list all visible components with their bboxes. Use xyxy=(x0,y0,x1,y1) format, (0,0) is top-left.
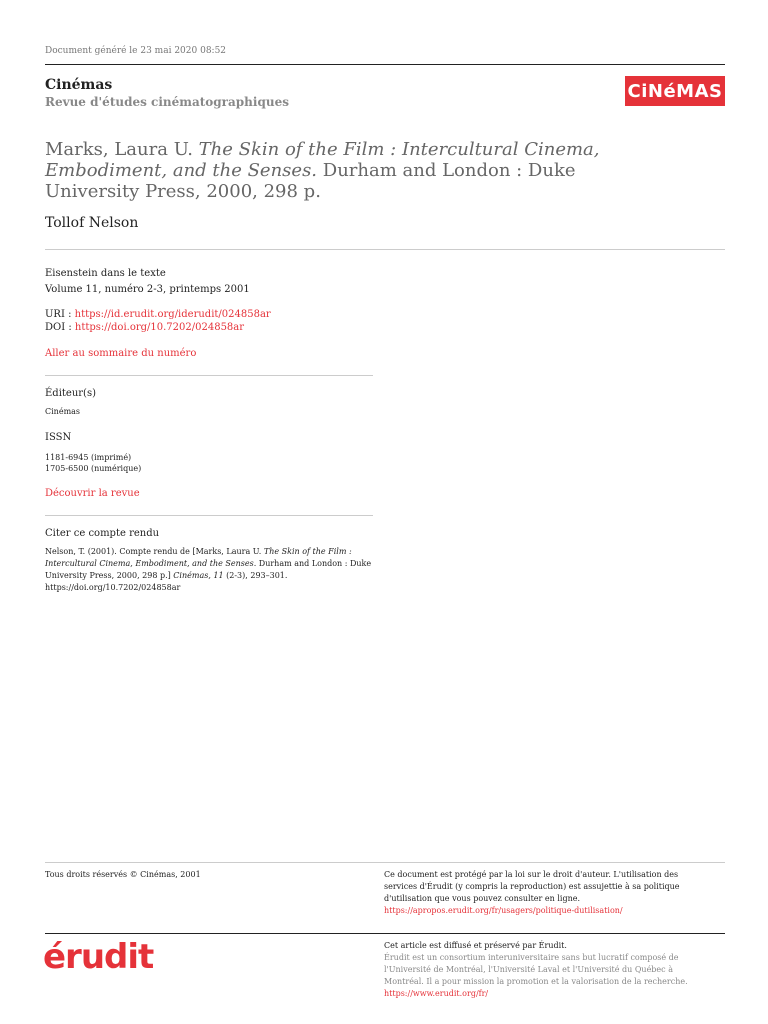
cite-part3: (2-3), 293–301. xyxy=(223,571,288,580)
divider xyxy=(45,933,725,934)
issn-heading: ISSN xyxy=(45,432,72,443)
divider xyxy=(45,249,725,250)
legal-notice xyxy=(384,869,704,917)
journal-name: Cinémas xyxy=(45,77,113,93)
about-erudit xyxy=(384,940,704,1000)
issn-print: 1181-6945 (imprimé) xyxy=(45,453,132,462)
review-title xyxy=(45,139,605,202)
divider xyxy=(45,862,725,863)
reviewer-name: Tollof Nelson xyxy=(45,215,139,231)
cite-doi[interactable]: https://doi.org/10.7202/024858ar xyxy=(45,583,181,592)
decouvrir-link[interactable]: Découvrir la revue xyxy=(45,488,140,499)
cite-part1: Nelson, T. (2001). Compte rendu de [Marks, Laura U. xyxy=(45,547,264,556)
uri-link[interactable]: https://id.erudit.org/iderudit/024858ar xyxy=(74,309,271,320)
generated-date: Document généré le 23 mai 2020 08:52 xyxy=(45,46,227,56)
divider xyxy=(45,515,373,516)
issn-values xyxy=(45,452,141,474)
identifiers xyxy=(45,308,271,334)
cite-book: The Skin of the Film : Intercultural Cinema, Embodiment, and the Senses. xyxy=(45,547,352,568)
doi-label: DOI : xyxy=(45,322,72,333)
issue-volume: Volume 11, numéro 2-3, printemps 2001 xyxy=(45,284,250,295)
publisher-heading: Éditeur(s) xyxy=(45,388,96,399)
title-book: The Skin of the Film : Intercultural Cinema, Embodiment, and the Senses. xyxy=(45,139,600,181)
copyright: Tous droits réservés © Cinémas, 2001 xyxy=(45,870,201,879)
cinemas-logo[interactable]: CiNéMAS xyxy=(625,76,725,106)
divider xyxy=(45,64,725,65)
sommaire-link[interactable]: Aller au sommaire du numéro xyxy=(45,348,197,359)
title-author: Marks, Laura U. xyxy=(45,139,193,160)
cite-journal: Cinémas, 11 xyxy=(173,571,224,580)
title-publication: Durham and London : Duke University Press, 2000, 298 p. xyxy=(45,160,576,202)
about-text: Érudit est un consortium interuniversitaire sans but lucratif composé de l'Université de Montréal, l'Université Laval et l'Université du Québec à Montréal. Il a pour mission la promotion et la valorisation de la recherche. xyxy=(384,953,688,986)
about-title: Cet article est diffusé et préservé par Érudit. xyxy=(384,941,567,950)
journal-subtitle: Revue d'études cinématographiques xyxy=(45,95,289,109)
legal-link[interactable]: https://apropos.erudit.org/fr/usagers/politique-dutilisation/ xyxy=(384,906,623,915)
publisher-name: Cinémas xyxy=(45,407,81,416)
about-link[interactable]: https://www.erudit.org/fr/ xyxy=(384,989,489,998)
issue-theme: Eisenstein dans le texte xyxy=(45,268,166,279)
issue-info xyxy=(45,266,250,298)
uri-label: URI : xyxy=(45,309,72,320)
cite-part2: Durham and London : Duke University Press, 2000, 298 p.] xyxy=(45,559,372,580)
cite-heading: Citer ce compte rendu xyxy=(45,528,160,539)
erudit-logo[interactable]: érudit xyxy=(43,937,154,977)
citation xyxy=(45,546,380,594)
legal-text: Ce document est protégé par la loi sur le droit d'auteur. L'utilisation des services d'Érudit (y compris la reproduction) est assujettie à sa politique d'utilisation que vous pouvez consulter en ligne. xyxy=(384,870,680,903)
issn-online: 1705-6500 (numérique) xyxy=(45,464,142,473)
doi-link[interactable]: https://doi.org/10.7202/024858ar xyxy=(74,322,245,333)
divider xyxy=(45,375,373,376)
